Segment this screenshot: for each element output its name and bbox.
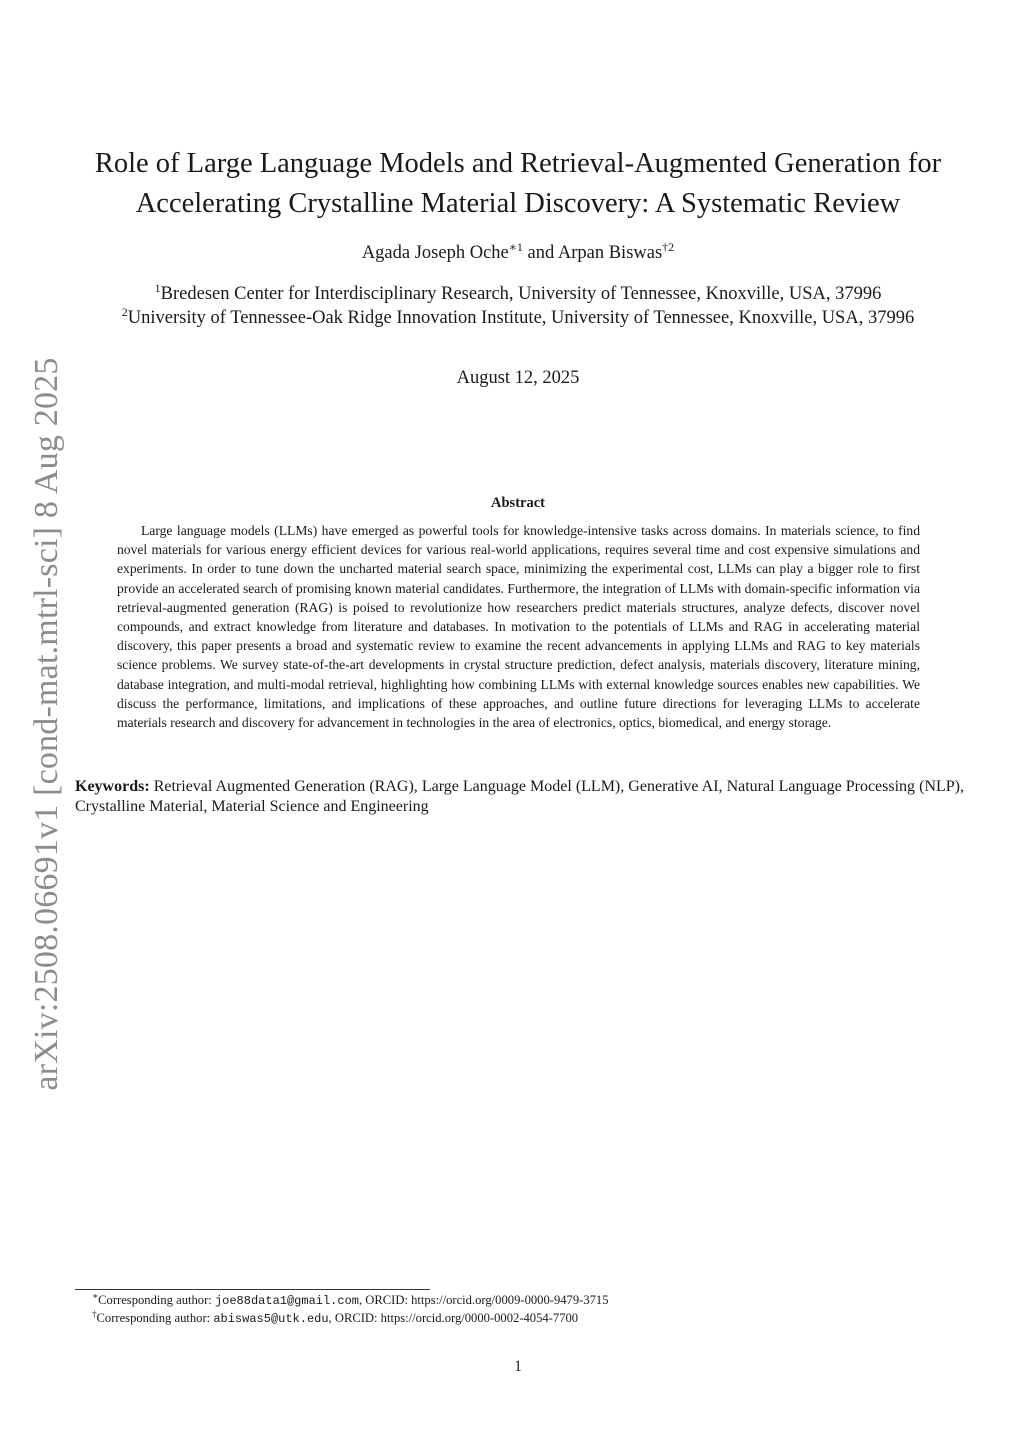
- orcid-link[interactable]: , ORCID: https://orcid.org/0009-0000-9479-3715: [358, 1293, 609, 1307]
- affiliation-list: [60, 282, 976, 330]
- author-name: Arpan Biswas: [557, 243, 663, 263]
- footnote-mark: ∗: [92, 1291, 99, 1301]
- author-email-link[interactable]: joe88data1@gmail.com: [214, 1294, 359, 1308]
- title-line-2: Accelerating Crystalline Material Discovery: A Systematic Review: [135, 188, 901, 219]
- author-name: Agada Joseph Oche: [361, 243, 509, 263]
- author-separator: and: [522, 243, 558, 263]
- footnote: [92, 1292, 952, 1310]
- keywords-label: Keywords:: [75, 778, 150, 795]
- affiliation-number: 2: [121, 305, 128, 319]
- author-email-link[interactable]: abiswas5@utk.edu: [213, 1312, 329, 1326]
- orcid-link[interactable]: , ORCID: https://orcid.org/0000-0002-4054-7700: [328, 1311, 579, 1325]
- arxiv-identifier-stamp: arXiv:2508.06691v1 [cond-mat.mtrl-sci] 8 Aug 2025: [28, 357, 65, 1091]
- footnote-mark: †: [92, 1309, 97, 1319]
- affiliation: [60, 306, 976, 330]
- affiliation-number: 1: [154, 281, 161, 295]
- title-line-1: Role of Large Language Models and Retrieval-Augmented Generation for: [94, 148, 942, 179]
- affiliation: [60, 282, 976, 306]
- footnote-divider: [75, 1289, 430, 1290]
- footnote: [92, 1310, 952, 1328]
- abstract-text: Large language models (LLMs) have emerged as powerful tools for knowledge-intensive tasks across domains. In materials science, to find novel materials for various energy efficient devices for various real-world applications, requires several time and cost expensive simulations and experiments. In order to tune down the uncharted material search space, minimizing the experimental cost, LLMs can play a bigger role to first provide an accelerated search of promising known material candidates. Furthermore, the integration of LLMs with domain-specific information via retrieval-augmented generation (RAG) is poised to revolutionize how researchers predict materials structures, analyze defects, discover novel compounds, and extract knowledge from literature and databases. In motivation to the potentials of LLMs and RAG in accelerating material discovery, this paper presents a broad and systematic review to examine the recent advancements in applying LLMs and RAG to key materials science problems. We survey state-of-the-art developments in crystal structure prediction, defect analysis, materials discovery, literature mining, database integration, and multi-modal retrieval, highlighting how combining LLMs with external knowledge sources enables new capabilities. We discuss the performance, limitations, and implications of these approaches, and outline future directions for leveraging LLMs to accelerate materials research and discovery for advancement in technologies in the area of electronics, optics, biomedical, and energy storage.: [117, 523, 920, 731]
- affiliation-text: Bredesen Center for Interdisciplinary Research, University of Tennessee, Knoxville, USA, 37996: [160, 284, 882, 304]
- keywords-text: Retrieval Augmented Generation (RAG), Large Language Model (LLM), Generative AI, Natural Language Processing (NLP), Crystalline Material, Material Science and Engineering: [75, 778, 968, 815]
- abstract-heading: Abstract: [491, 495, 545, 511]
- page-number: 1: [514, 1358, 522, 1375]
- footnotes: [92, 1292, 952, 1328]
- keywords: [75, 777, 968, 817]
- paper-title: [60, 144, 976, 224]
- footnote-prefix: Corresponding author:: [98, 1293, 215, 1307]
- author-list: [60, 240, 976, 266]
- author-affiliation-mark: ∗1: [508, 240, 523, 254]
- affiliation-text: University of Tennessee-Oak Ridge Innovation Institute, University of Tennessee, Knoxville, USA, 37996: [127, 308, 915, 328]
- publication-date: August 12, 2025: [456, 368, 580, 388]
- footnote-prefix: Corresponding author:: [96, 1311, 214, 1325]
- author-affiliation-mark: †2: [662, 240, 675, 254]
